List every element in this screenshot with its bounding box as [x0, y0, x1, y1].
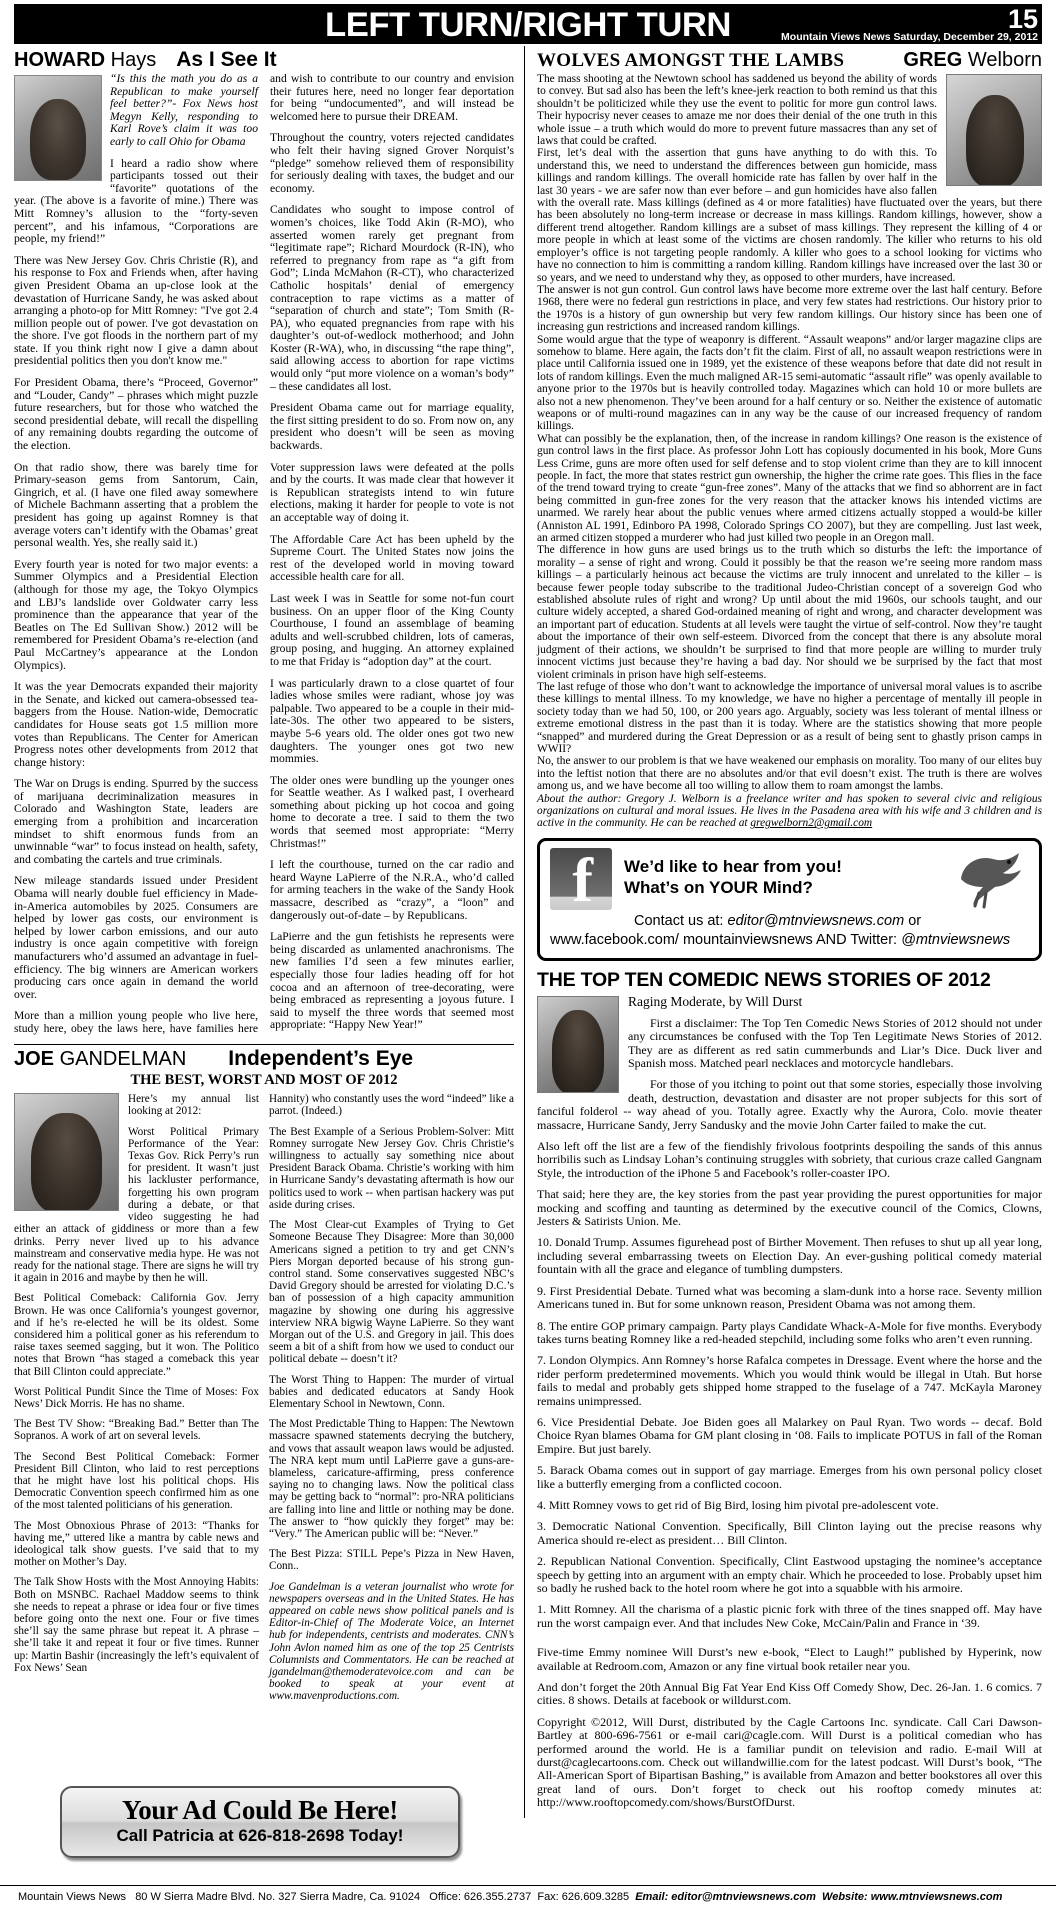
gandelman-portrait-photo [14, 1093, 119, 1211]
contact-email[interactable]: editor@mtnviewsnews.com [727, 912, 905, 929]
hays-pullquote: “Is this the math you do as a Republican to make yourself feel better?”- Fox News host Megyn Kelly, responding to Karl Rove’s claim it was too early to call Ohio for Obama [110, 72, 258, 148]
durst-list-item: 5. Barack Obama comes out in support of gay marriage. Emerges from his own personal policy closet like a butterfly emerging from a conflicted cocoon. [537, 1463, 1042, 1491]
welborn-paragraph: The difference in how guns are used brings us to the truth which so disturbs the left: the importance of morality – a sense of right and wrong. Could it possibly be that the reason we’re seeing more random mass killings – a particularly heinous act because the victims are truly innocent and unrelated to the killer – is because fewer people today subscribe to the traditional Judeo-Christian concept of a sovereign God who established absolute rules of right and wrong? Up until about the mid 1960s, our schools taught, and our culture widely accepted, a shared God-ordained meaning of right and wrong, and character development was an important part of education. Students at all levels were taught the virtue of self-control. Now they’re taught about the importance of their own self-esteem. Divorced from the concept that there is any absolute moral judgment of their actions, we shouldn’t be surprised to find that more people are willing to murder truly innocent victims just because they’re having a bad day. Nor should we be surprised by the fact that most violent criminals in prison have high self-esteems. [537, 544, 1042, 681]
welborn-paragraph: The last refuge of those who don’t want to acknowledge the importance of universal moral values is to ascribe these killings to mental illness. To my knowledge, we have no higher a percentage of mentally ill people in society today than we had 50, 100, or 200 years ago. Arguably, society was less tolerant of mental illness or extreme emotional distress in the past than it is today. Where are the statistics showing that more people “snapped” and murdered during the Great Depression or as a result of being sent to ghastly prison camps in WWII? [537, 680, 1042, 755]
gandelman-paragraph: The Most Predictable Thing to Happen: The Newtown massacre spawned statements decrying the butchery, and vows that assault weapon laws would be adjusted. The NRA kept mum until LaPierre gave a guns-are-blameless, caricature-affirming, press conference saying no to changing laws. Now the political class may be getting back to “normal”: pro-NRA politicians are falling into line and little or nothing may be done. The answer to “how quickly they forget” may be: “Very.” The American public will be: “Never.” [269, 1418, 514, 1540]
gandelman-byline [14, 1048, 186, 1070]
gandelman-byline-row [14, 1048, 514, 1070]
durst-list-item: 6. Vice Presidential Debate. Joe Biden goes all Malarkey on Paul Ryan. Two words -- decaf. Bold Choice Ryan blames Obama for GM plant closing in ‘08. Fails to implicate POTUS in fall of the Roman Empire. But just barely. [537, 1414, 1042, 1456]
welborn-email-link[interactable]: gregwelborn2@gmail.com [750, 817, 873, 830]
right-half [524, 46, 1042, 1818]
hays-paragraph: On that radio show, there was barely time for Primary-season gems from Santorum, Cain, Gingrich, et al. (I have one filed away somewhere of Michele Bachmann asserting that a problem the president has going up against Romney is that average voters can’t identify with the Obamas’ great personal wealth. Yes, she really said it.) [14, 460, 258, 550]
hays-paragraph: Throughout the country, voters rejected candidates who felt their having signed Grover Norquist’s “pledge” somehow relieved them of responsibility for seriously dealing with taxes, the budget and our economy. [270, 131, 514, 195]
hays-paragraph: I was particularly drawn to a close quartet of four ladies whose smiles were radiant, whose joy was palpable. Two appeared to be a couple in their mid-late-30s. The other two appeared to be sisters, maybe 5-6 years old. The older ones got two new daughters. The younger ones got two new mommies. [270, 676, 514, 766]
gandelman-bio: Joe Gandelman is a veteran journalist who wrote for newspapers overseas and in the United States. He has appeared on cable news show political panels and is Editor-in-Chief of The Moderate Voice, an Internet hub for independents, centrists and moderates. CNN’s John Avlon named him as one of the top 25 Centrists Columnists and Commentators. He can be reached at jgandelman@themoderatevoice.com and can be booked to speak at your event at www.mavenproductions.com. [269, 1580, 514, 1703]
contact-label: Contact us at: [634, 912, 724, 929]
welborn-last-name: Welborn [967, 49, 1042, 71]
hays-paragraph: The Affordable Care Act has been upheld by the Supreme Court. The United States now joins the rest of the developed world in moving toward accessible health care for all. [270, 532, 514, 584]
gandelman-subtitle: THE BEST, WORST AND MOST OF 2012 [130, 1072, 398, 1089]
gandelman-last-name: GANDELMAN [59, 1048, 187, 1071]
hays-paragraph: LaPierre and the gun fetishists he represents were being discarded as unlamented anachronisms. The new families I’d seen a few minutes earlier, especially those four ladies heading off for hot cocoa and an afternoon of tree-decorating, were being embraced as representing a joyous future. I said to myself the three words that seemed most appropriate: “Happy New Year!” [270, 930, 514, 1032]
hays-paragraph: The older ones were bundling up the younger ones for Seattle weather. As I walked past, I overheard something about picking up hot cocoa and going home to decorate a tree. I said to them the two words that seemed most appropriate: “Merry Christmas!” [270, 773, 514, 850]
hays-paragraph: Last week I was in Seattle for some not-fun court business. On an upper floor of the King County Courthouse, I found an assemblage of beaming adults and well-scrubbed children, lots of cameras, group posing, and hugging. An attorney explained to me that Friday is “adoption day” at the court. [270, 591, 514, 668]
footer-fax: Fax: 626.609.3285 [537, 1891, 630, 1903]
durst-paragraph: For those of you itching to point out that some stories, especially those involving death, destruction, devastation and disaster are not proper subjects for this sort of fanciful folderol -- way ahead of you. Totally agree. Exactly why the Aurora, Colo. movie theater massacre, Hurricane Sandy, Jerry Sandusky and the movie John Carter failed to make the cut. [537, 1077, 1042, 1132]
hays-paragraph: President Obama came out for marriage equality, the first sitting president to do so. From now on, any president who doesn’t will be seen as moving backwards. [270, 401, 514, 453]
contact-facebook-url[interactable]: www.facebook.com/ mountainviewsnews AND Twitter: [550, 931, 898, 948]
social-callout-line2: What’s on YOUR Mind? [624, 877, 813, 897]
durst-list-item: 9. First Presidential Debate. Turned what was becoming a slam-dunk into a horse race. Seventy million Americans tuned in. But for some unknown reason, President Obama was not among them. [537, 1283, 1042, 1312]
welborn-byline-row [537, 49, 1042, 71]
house-ad[interactable] [60, 1786, 460, 1858]
hays-paragraph: I heard a radio show where participants tossed out their “favorite” quotations of the year. (The above is a favorite of mine.) There was Mitt Romney’s allusion to the “forty-seven percent”, and his infamous, “Corporations are people, my friend!” [14, 156, 258, 246]
welborn-portrait-photo [946, 74, 1042, 186]
footer-email-label: Email: [635, 1891, 669, 1903]
newspaper-page [0, 4, 1056, 1910]
gandelman-paragraph: Here’s my annual list looking at 2012: [128, 1093, 259, 1118]
twitter-bird-icon [953, 849, 1027, 909]
page-title: LEFT TURN/RIGHT TURN [325, 6, 731, 44]
social-callout-contact [550, 912, 1029, 950]
durst-promo: And don’t forget the 20th Annual Big Fat Year End Kiss Off Comedy Show, Dec. 26-Jan. 1. 6 comics. 7 cities. 8 shows. Details at facebook or willdurst.com. [537, 1680, 1042, 1708]
durst-list-item: 7. London Olympics. Ann Romney’s horse Rafalca competes in Dressage. Event where the horse and the rider perform predetermined movements. Which you would think would be illegal in Utah. But horse fails to medal and probably gets shipped home strapped to the fuselage of a 747. McKayla Maroney remains unimpressed. [537, 1353, 1042, 1408]
hays-column-title: As I See It [176, 48, 277, 71]
gandelman-paragraph: The Talk Show Hosts with the Most Annoying Habits: Both on MSNBC. Rachael Maddow seems to think she needs to repeat a phrase or idea four or five times before going onto the next one. Four or five times she’ll say the same phrase but repeat it. A phrase – she’ll take it and repeat it four or five times. Runner up: Martin Bashir (increasingly the left’s equivalent of Fox News’ Sean [14, 1576, 259, 1674]
masthead [14, 4, 1042, 44]
durst-list-item: 2. Republican National Convention. Specifically, Clint Eastwood upstaging the nominee’s acceptance speech by getting into an argument with an empty chair. Which he proceeded to lose. Probably upset him so badly he rushed back to the hotel room where he got into a squabble with his armoire. [537, 1554, 1042, 1595]
hays-paragraph: It was the year Democrats expanded their majority in the Senate, and kicked out camera-obsessed tea-baggers from the House. Nation-wide, Democratic candidates for House seats got 1.5 million more votes than Republicans. The Center for American Progress notes other developments from 2012 that change history: [14, 680, 258, 769]
page-body [14, 46, 1042, 1818]
welborn-paragraph: The mass shooting at the Newtown school has saddened us beyond the ability of words to convey. But sad also has been the left’s knee-jerk reaction to both remind us that this shouldn’t be politicized while they use the event to politic for more gun control laws. Their hypocrisy never ceases to amaze me nor does their denial of the one truth in this whole issue – a truth which would do more to prevent future massacres than any set of laws that could be crafted. [537, 73, 937, 148]
footer-website-label: Website: [822, 1891, 868, 1903]
facebook-glyph: f [572, 846, 593, 915]
social-callout-headline [624, 848, 842, 898]
gandelman-paragraph: Worst Political Primary Performance of the Year: Texas Gov. Rick Perry’s run for president. It wasn’t just his lackluster performance, forgetting his own program during a debate, or that video suggesting he had either an attack of giddiness or more than a few drinks. Perry never lived up to his advance mainstream and conservative media hype. He was not ready for the national stage. There are signs he will try it again in 2016 and maybe by then he will. [14, 1125, 259, 1285]
page-number: 15 [1007, 4, 1038, 34]
welborn-first-name: GREG [903, 49, 963, 71]
welborn-paragraph: First, let’s deal with the assertion that guns have anything to do with this. To understand this, we need to understand the differences between gun homicide, mass killings and random killings. The overall homicide rate has fallen by over half in the last 30 years - we are safer now than ever before – and gun homicides have also fallen with the overall rate. Mass killings (defined as 4 or more fatalities) have fluctuated over the years, but there has been absolutely no long-term increase or decrease in mass killings. Random killings, however, show a different trend altogether. Random killings are a subset of mass killings. They represent the killing of 4 or more people in which at least some of the victims are chosen randomly. The killer who returns to his old employer’s office is not targeting people randomly. A killer who goes to a school looking for victims who have no connection to him is committing a random killing. Random killings have increased over the last 30 or so years, and we need to understand why they, as opposed to other murders, have increased. [537, 147, 1042, 284]
gandelman-article-body [14, 1093, 514, 1710]
hays-paragraph: More than a million young people who live here, study here, obey the laws here, have families here and wish to contribute to our country and envision their futures here, need no longer fear deportation for being “undocumented”, and will instead be welcomed here to pursue their DREAM. [14, 72, 514, 1035]
masthead-meta [781, 4, 1038, 43]
hays-paragraph: Voter suppression laws were defeated at the polls and by the courts. It was made clear that however it is Republican strategists intend to win future elections, making it harder for people to vote is not an acceptable way of doing it. [270, 460, 514, 524]
gandelman-paragraph: The Second Best Political Comeback: Former President Bill Clinton, who laid to rest perceptions that he might have lost his political chops. His Democratic Convention speech confirmed him as one of the most talented politicians of his generation. [14, 1450, 259, 1512]
hays-paragraph: Candidates who sought to impose control of women’s choices, like Todd Akin (R-MO), who asserted women rarely get pregnant from “legitimate rape”; Richard Mourdock (R-IN), who referred to pregnancy from rape as “a gift from God”; Linda McMahon (R-CT), who characterized Catholic hospitals’ denial of emergency contraception to rape victims as a matter of “separation of church and state”; Tom Smith (R-PA), who equated pregnancies from rape with his daughter’s out-of-wedlock motherhood; and John Koster (R-WA), who, in discussing “the rape thing”, said allowing access to abortion for rape victims would only “put more violence on a woman’s body” – these candidates all lost. [270, 203, 514, 393]
footer-email[interactable]: editor@mtnviewsnews.com [671, 1891, 816, 1903]
gandelman-first-name: JOE [14, 1048, 55, 1071]
welborn-about-author [537, 793, 1042, 830]
section-divider [14, 1044, 514, 1045]
gandelman-paragraph: Hannity) who constantly uses the word “indeed” like a parrot. (Indeed.) [269, 1093, 514, 1118]
hays-byline-row [14, 49, 514, 71]
contact-twitter-handle[interactable]: @mtnviewsnews [901, 931, 1011, 948]
welborn-paragraph: Some would argue that the type of weaponry is different. “Assault weapons” and/or larger magazine clips are somehow to blame. Here again, the facts don’t fit the claim. First of all, no assault weapon restrictions were in place until California issued one in 1989, yet the existence of these weapons before that date did not result in lots of random killings. Even the much maligned AR-15 semi-automatic “assault rifle” was openly available to anyone prior to the 1970s but is heavily controlled today. Magazines which can hold 10 or more bullets are also not a new phenomenon. They’ve been around for a half century or so. Neither the existence of automatic weapons or of multi-round magazines can in any way be the cause of our increased frequency of random killings. [537, 333, 1042, 433]
gandelman-column-title: Independent’s Eye [228, 1047, 414, 1071]
gandelman-paragraph: The Most Obnoxious Phrase of 2013: “Thanks for having me,” uttered like a mantra by cable news and ideological talk show guests. I’ve said that to my mother on Mother’s Day. [14, 1519, 259, 1569]
dateline: Mountain Views News Saturday, December 29, 2012 [781, 31, 1038, 43]
welborn-about-text: About the author: Gregory J. Welborn is a freelance writer and has spoken to several civic and religious organizations on cultural and moral issues. He lives in the Pasadena area with his wife and 3 children and is active in the community. He can be reached at [537, 792, 1042, 830]
hays-paragraph: The War on Drugs is ending. Spurred by the success of marijuana decriminalization measures in Colorado and Washington State, leaders are emerging from a prohibition and incarceration mindset to shift enormous funds from an unwinnable “war” to focus instead on health, safety, and combating the cartels and true criminals. [14, 777, 258, 866]
durst-paragraph: Also left off the list are a few of the fiendishly frivolous footprints despoiling the sands of this annus horribilis such as Lindsay Lohan’s continuing struggles with sobriety, that curious craze called Gangnam Style, the introduction of the iPhone 5 and Facebook’s roller-coaster IPO. [537, 1139, 1042, 1180]
welborn-paragraph: No, the answer to our problem is that we have weakened our emphasis on morality. Too many of our elites buy into the leftist notion that there are no absolutes and/or that evil doesn’t exist. The truth is there are wolves among us, and we have become all too willing to allow them to roam amongst the lambs. [537, 755, 1043, 793]
facebook-icon[interactable] [550, 846, 612, 915]
durst-headline: THE TOP TEN COMEDIC NEWS STORIES OF 2012 [537, 968, 991, 991]
durst-list-item: 8. The entire GOP primary campaign. Party plays Candidate Whack-A-Mole for five months. Everybody takes turns beating Romney like a red-headed stepchild, including some folks who aren’t even running. [537, 1318, 1042, 1346]
hays-paragraph: There was New Jersey Gov. Chris Christie (R), and his response to Fox and Friends when, after having given President Obama an up-close look at the devastation of Hurricane Sandy, he was asked about arranging a photo-op for Mitt Romney: "I've got 2.4 million people out of power. I've got devastation on the shore. I've got floods in the northern part of my state. If you think right now I give a damn about presidential politics then you don't know me." [14, 253, 258, 368]
gandelman-column-1 [14, 1093, 259, 1710]
durst-paragraph: That said; here they are, the key stories from the past year providing the purest opportunities for major mocking and scoffing and taunting as determined by the executive council of the Comics, Clowns, Jesters & Satirists Union. Me. [537, 1187, 1042, 1229]
durst-paragraph: First a disclaimer: The Top Ten Comedic News Stories of 2012 should not under any circumstances be confused with the Top Ten Legitimate News Stories of 2012. They are as different as red satin cummerbunds and Liar’s Dice. Duck liver and Spanish moss. Matched pearl necklaces and motorcycle handlebars. [628, 1015, 1042, 1070]
welborn-paragraph: What can possibly be the explanation, then, of the increase in random killings? One reason is the existence of gun control laws in the first place. As professor John Lott has copiously documented in his book, More Guns Less Crime, guns are more often used for self defense and to stop violent crime than they are to kill innocent people. In fact, the more that states restrict gun ownership, the higher the crime rate goes. This flies in the face of the trend toward trying to create “gun-free zones”. Many of the attacks that we find so abhorrent are in fact being committed in gun-free zones for the very reason that the attacker knows his intended victims are unarmed. We rarely hear about the public venues where armed citizens actually stopped a would-be killer (Anniston AL 1991, Edinboro PA 1998, Colorado Springs CO 2007), but they are compelling. Just last week, an armed citizen stopped a murderer who had just killed two people in an Oregon mall. [537, 432, 1042, 545]
hays-paragraph: For President Obama, there’s “Proceed, Governor” and “Louder, Candy” – phrases which might puzzle future researchers, but for those who watched the second presidential debate, will recall the dispelling of any remaining doubts regarding the outcome of the election. [14, 376, 258, 453]
durst-list-item: 3. Democratic National Convention. Specifically, Bill Clinton laying out the precise reasons why America should re-elect as president… Bill Clinton. [537, 1519, 1042, 1547]
hays-paragraph: I left the courthouse, turned on the car radio and heard Wayne LaPierre of the N.R.A., who’d called for arming teachers in the wake of the Sandy Hook massacre, described as “crazy”, a “loon” and dangerously out-of-date – by Republicans. [270, 858, 514, 922]
welborn-article-body [537, 73, 1042, 830]
gandelman-paragraph: The Worst Thing to Happen: The murder of virtual babies and dedicated educators at Sandy Hook Elementary School in Newtown, Conn. [269, 1373, 514, 1410]
contact-or: or [908, 912, 922, 929]
welborn-paragraph: The answer is not gun control. Gun control laws have become more extreme over the last half century. Before 1968, there were no federal gun restrictions in place, and very few states had restrictions. Our history prior to the 1970s is a history of gun ownership but very few random killings. Our history since has been one of increasing gun restrictions and increased random killings. [537, 283, 1042, 334]
house-ad-box[interactable] [60, 1786, 460, 1858]
house-ad-headline: Your Ad Could Be Here! [122, 1795, 398, 1825]
durst-promo: Five-time Emmy nominee Will Durst’s new e-book, “Elect to Laugh!” published by Hyperink, now available at Redroom.com, Amazon or any fine virtual book retailer near you. [537, 1645, 1042, 1673]
footer-website[interactable]: www.mtnviewsnews.com [870, 1891, 1003, 1903]
footer-address: 80 W Sierra Madre Blvd. No. 327 Sierra Madre, Ca. 91024 [135, 1891, 421, 1903]
footer-office-phone: Office: 626.355.2737 [429, 1891, 532, 1903]
durst-copyright: Copyright ©2012, Will Durst, distributed by the Cagle Cartoons Inc. syndicate. Call Cari Dawson-Bartley at 800-696-7561 or e-mail cari@cagle.com. Will Durst is a political comedian who has performed around the world. He is a familiar pundit on television and radio. E-mail Will at durst@caglecartoons.com. Check out willandwillie.com for the latest podcast. Will Durst’s book, “The All-American Sport of Bipartisan Bashing,” is available from Amazon and better bookstores all over this great land of ours. Don’t forget to check out his rooftop comedy minutes at: http://www.rooftopcomedy.com/shows/BurstOfDurst. [537, 1714, 1042, 1810]
page-footer [0, 1885, 1056, 1904]
social-callout-line1: We’d like to hear from you! [624, 856, 842, 876]
durst-list-item: 10. Donald Trump. Assumes figurehead post of Birther Movement. Then refuses to shut up all year long, including several embarrassing tweets on Election Day. An ever-gushing political comedy material fountain with all the grace and elegance of tumbling dumpsters. [537, 1235, 1042, 1277]
social-callout-box[interactable] [537, 838, 1042, 961]
hays-last-name: Hays [110, 49, 157, 71]
welborn-byline [903, 49, 1042, 71]
gandelman-paragraph: Best Political Comeback: California Gov. Jerry Brown. He was once California’s youngest governor, and if he’s re-elected he will be its oldest. Some considered him a political goner as his referendum to raise taxes seemed sagging, but it won. The Politico notes that Brown “has staged a comeback this year that Bill Clinton could appreciate.” [14, 1292, 259, 1378]
hays-byline [14, 49, 156, 71]
left-half [14, 46, 524, 1818]
gandelman-paragraph: The Most Clear-cut Examples of Trying to Get Someone Because They Disagree: More than 30,000 Americans signed a petition to try and get CNN’s Piers Morgan deported because of his strong gun-control stand. Some conservatives suggested NBC’s David Gregory should be arrested for violating D.C.’s ban of possession of a high capacity ammunition magazine by showing one during his aggressive interview NRA bigwig Wayne LaPierre. So they want Morgan out of the U.S. and Gregory in jail. This does seem a bit of a shift from how we used to conduct our political debate -- doesn’t it? [269, 1219, 514, 1366]
hays-article-body [14, 73, 514, 1038]
durst-portrait-photo [537, 996, 619, 1093]
hays-paragraph: New mileage standards issued under President Obama will nearly double fuel efficiency in Made-in-America automobiles by 2025. Consumers are helped by lower gas costs, our environment is helped by lower carbon emissions, and our auto industry is once again competitive with foreign manufacturers who’d assumed an advantage in fuel-efficiency. The big winners are American workers producing cars once again in demand the world over. [14, 874, 258, 1001]
durst-subtitle: Raging Moderate, by Will Durst [628, 993, 803, 1009]
gandelman-paragraph: The Best Pizza: STILL Pepe’s Pizza in New Haven, Conn.. [269, 1548, 514, 1573]
welborn-headline: WOLVES AMONGST THE LAMBS [537, 50, 845, 71]
gandelman-paragraph: The Best TV Show: “Breaking Bad.” Better than The Sopranos. A work of art on several levels. [14, 1418, 259, 1443]
footer-paper-name: Mountain Views News [18, 1891, 127, 1903]
durst-article-body [537, 1017, 1042, 1810]
house-ad-subline: Call Patricia at 626-818-2698 Today! [116, 1826, 404, 1845]
hays-portrait-photo [14, 75, 102, 181]
durst-list-item: 1. Mitt Romney. All the charisma of a plastic picnic fork with three of the tines snapped off. May have run the worst campaign ever. And that includes New Coke, McCain/Palin and France in ‘39. [537, 1602, 1042, 1630]
hays-first-name: HOWARD [14, 49, 106, 71]
gandelman-column-2 [269, 1093, 514, 1710]
hays-paragraph: Every fourth year is noted for two major events: a Summer Olympics and a Presidential Election (although for those my age, the Tokyo Olympics and LBJ’s landslide over Goldwater carry less prominence than the appearance that year of the Beatles on The Ed Sullivan Show.) 2012 will be remembered for President Obama’s re-election (and Paul McCartney’s appearance at the London Olympics). [14, 557, 258, 672]
gandelman-paragraph: The Best Example of a Serious Problem-Solver: Mitt Romney surrogate New Jersey Gov. Chris Christie’s willingness to actually say something nice about President Barack Obama. Christie’s working with him in Hurricane Sandy’s devastating aftermath is how our politics used to work -- when partisan hackery was put aside during crises. [269, 1125, 514, 1211]
gandelman-paragraph: Worst Political Pundit Since the Time of Moses: Fox News’ Dick Morris. He has no shame. [14, 1385, 259, 1410]
durst-list-item: 4. Mitt Romney vows to get rid of Big Bird, losing him pivotal pre-adolescent vote. [537, 1497, 939, 1512]
